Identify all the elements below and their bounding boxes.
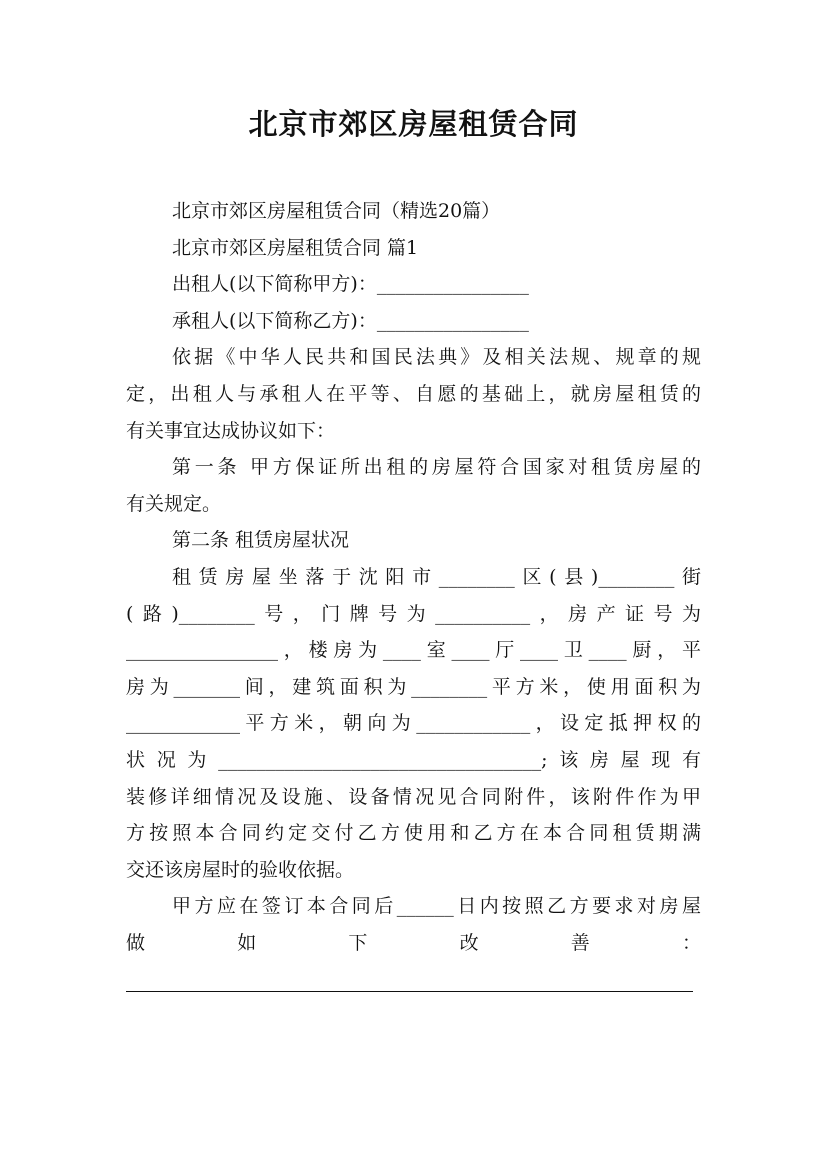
blank-underline [126, 991, 693, 992]
paragraph-line: 甲方应在签订本合同后______日内按照乙方要求对房屋 [172, 895, 701, 918]
paragraph-line: ____________平方米，朝向为____________，设定抵押权的 [126, 712, 701, 735]
paragraph-line: 第二条 租赁房屋状况 [172, 529, 350, 552]
paragraph-line: 承租人(以下简称乙方)：________________ [172, 309, 529, 332]
document-body [126, 193, 701, 998]
paragraph-line: (路)________号，门牌号为__________，房产证号为 [126, 602, 701, 625]
paragraph-line: 北京市郊区房屋租赁合同（精选20篇） [172, 200, 501, 222]
paragraph-line: 依据《中华人民共和国民法典》及相关法规、规章的规 [172, 346, 701, 369]
paragraph-line: 方按照本合同约定交付乙方使用和乙方在本合同租赁期满 [126, 822, 701, 845]
fill-in-blank-line [126, 961, 701, 998]
paragraph-line: 出租人(以下简称甲方)：________________ [172, 273, 529, 296]
paragraph-line: 第一条 甲方保证所出租的房屋符合国家对租赁房屋的 [172, 456, 701, 479]
paragraph-line: ________________，楼房为____室____厅____卫____厨，平 [126, 639, 701, 662]
paragraph-line: 房为_______间，建筑面积为________平方米，使用面积为 [126, 675, 701, 698]
paragraph-line: 状况为__________________________________;该房屋现有 [126, 748, 701, 771]
document-title: 北京市郊区房屋租赁合同 [248, 107, 579, 141]
paragraph-line: 装修详细情况及设施、设备情况见合同附件，该附件作为甲 [126, 785, 701, 808]
paragraph-line: 有关事宜达成协议如下： [126, 419, 336, 442]
paragraph-line: 有关规定。 [126, 492, 222, 515]
paragraph-line: 定，出租人与承租人在平等、自愿的基础上，就房屋租赁的 [126, 382, 701, 405]
paragraph-line: 交还该房屋时的验收依据。 [126, 858, 355, 881]
paragraph-line: 做如下改善： [126, 931, 701, 954]
paragraph-line: 租赁房屋坐落于沈阳市________区(县)________街 [172, 565, 701, 588]
paragraph-line: 北京市郊区房屋租赁合同 篇1 [172, 236, 419, 259]
